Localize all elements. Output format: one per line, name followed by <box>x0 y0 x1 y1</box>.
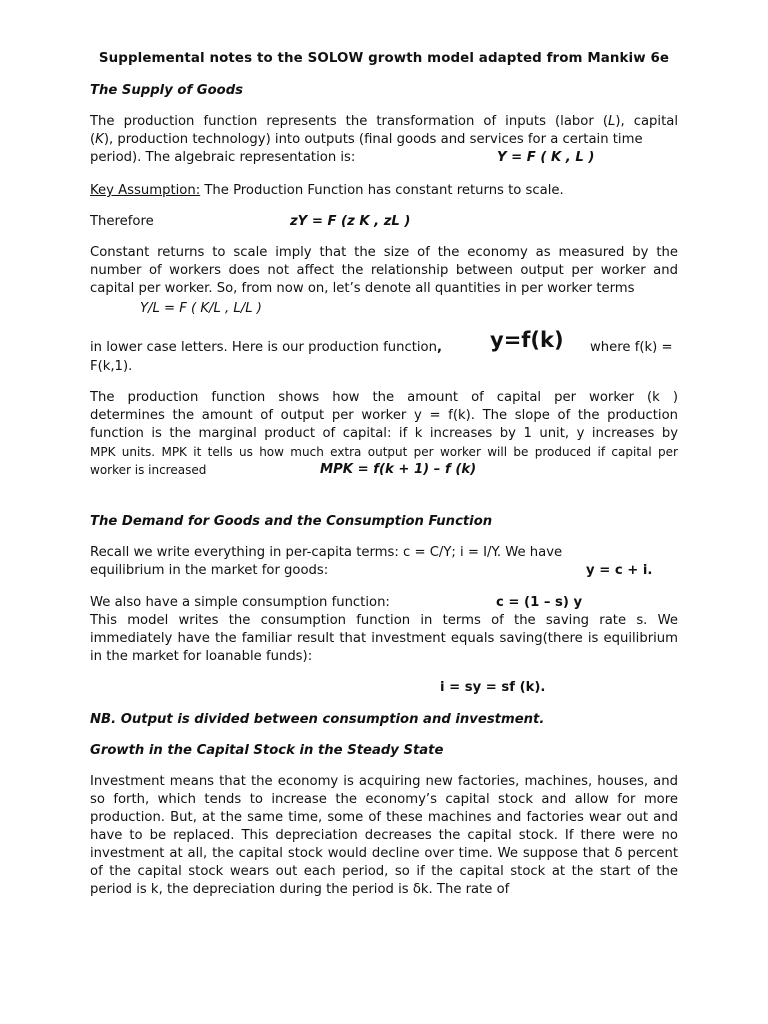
equation-y-fk-large: y=f(k) <box>490 328 564 352</box>
paragraph-mpk: The production function shows how the amount of capital per worker (k ) determines the amount of output per worker y = f(k). The slope of the production function is the marginal product of capital: if k increases by 1 unit, y increases by MPK units. MPK it tells us how much extra output per worker will be produced if capital per worker is increased MPK = f(k + 1) – f (k) <box>90 390 678 477</box>
equation-goods-market: y = c + i. <box>586 563 653 578</box>
heading-supply-of-goods: The Supply of Goods <box>90 83 244 98</box>
paragraph-per-worker-function: in lower case letters. Here is our production function, y=f(k) where f(k) = F(k,1). <box>90 328 673 374</box>
paragraph-crs: Constant returns to scale imply that the size of the economy as measured by the number of workers does not affect the relationship between output per worker and capital per worker. So, from now on, let’s denote all quantities in per worker terms <box>90 245 678 296</box>
therefore-line: Therefore zY = F (z K , zL ) <box>90 214 411 229</box>
heading-demand-for-goods: The Demand for Goods and the Consumption Function <box>90 514 493 529</box>
equation-crs: zY = F (z K , zL ) <box>290 214 411 229</box>
equation-mpk: MPK = f(k + 1) – f (k) <box>320 462 477 477</box>
paragraph-goods-market: Recall we write everything in per-capita terms: c = C/Y; i = I/Y. We have equilibrium in the market for goods: y = c + i. <box>90 545 653 578</box>
note-output-division: NB. Output is divided between consumption and investment. <box>90 712 545 727</box>
key-assumption-label: Key Assumption: <box>90 183 201 198</box>
document-title: Supplemental notes to the SOLOW growth model adapted from Mankiw 6e <box>98 51 670 66</box>
equation-investment: i = sy = sf (k). <box>440 680 546 695</box>
key-assumption: Key Assumption: The Production Function has constant returns to scale. <box>90 183 564 198</box>
equation-per-worker: Y/L = F ( K/L , L/L ) <box>140 301 262 316</box>
paragraph-consumption-function: We also have a simple consumption function: c = (1 – s) y This model writes the consumption function in terms of the saving rate s. We immediately have the familiar result that investment equals saving(there is equilibrium in the market for loanable funds): <box>90 595 678 664</box>
heading-growth-capital: Growth in the Capital Stock in the Steady State <box>90 743 444 758</box>
paragraph-production-function: The production function represents the transformation of inputs (labor (L), capital (K), production technology) into outputs (final goods and services for a certain time period). The algebraic representation is: Y = F ( K , L ) <box>90 114 679 165</box>
equation-y-f-k-l: Y = F ( K , L ) <box>497 150 595 165</box>
paragraph-depreciation: Investment means that the economy is acquiring new factories, machines, houses, and so forth, which tends to increase the economy’s capital stock and allow for more production. But, at the same time, some of these machines and factories wear out and have to be replaced. This depreciation decreases the capital stock. If there were no investment at all, the capital stock would decline over time. We suppose that δ percent of the capital stock wears out each period, so if the capital stock at the start of the period is k, the depreciation during the period is δk. The rate of <box>90 774 678 897</box>
equation-consumption: c = (1 – s) y <box>496 595 583 610</box>
